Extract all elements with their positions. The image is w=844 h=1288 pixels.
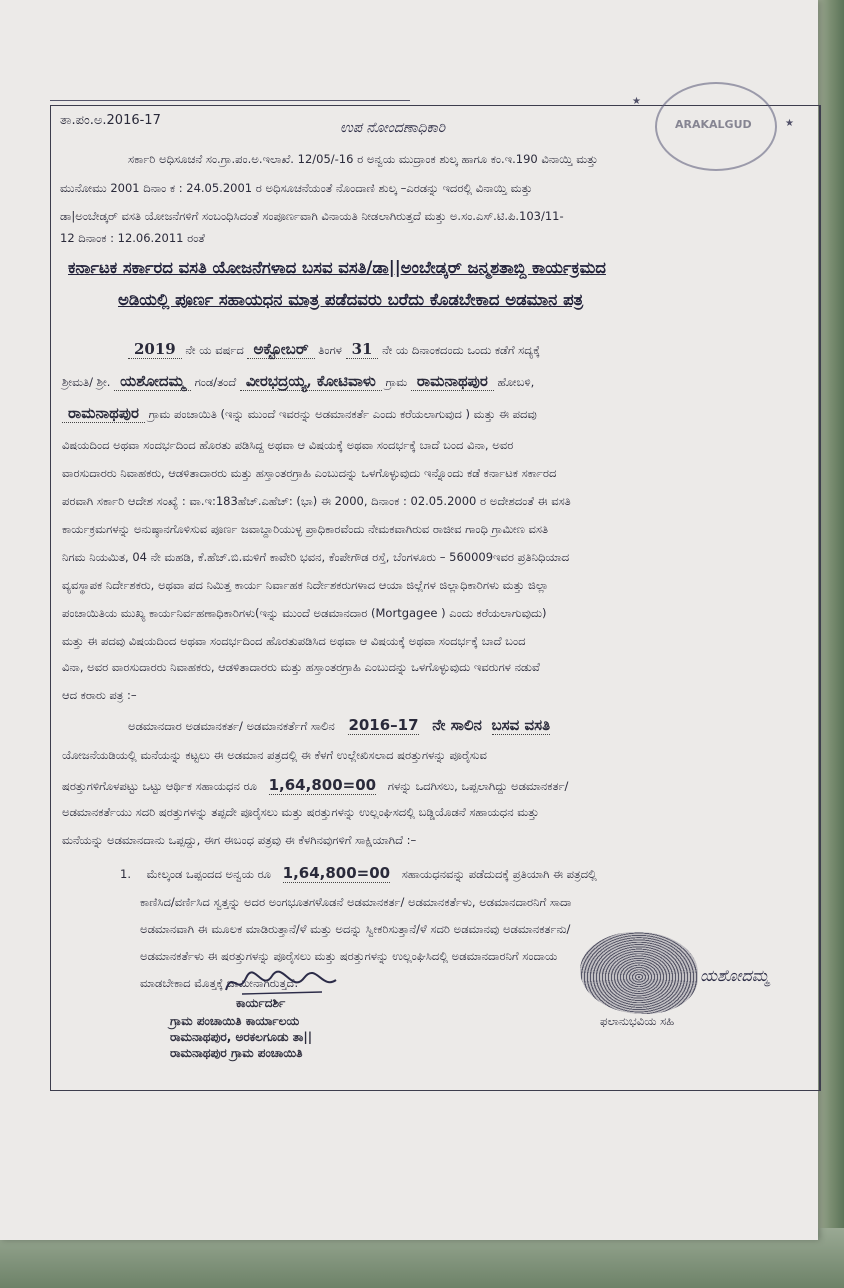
para2-line-4: ಅಡಮಾನಕರ್ತೆಯು ಸದರಿ ಷರತ್ತುಗಳನ್ನು ತಪ್ಪದೇ ಪೂರೈಸಲು ಮತ್ತು ಷರತ್ತುಗಳನ್ನು ಉಲ್ಲಂಘಿಸದಲ್ಲಿ ಬಡ್ಡಿಯೊಡನೆ ಸಹಾಯಧನ ಮತ್ತು [62,805,539,819]
para1-line-10: ಪಂಚಾಯಿತಿಯ ಮುಖ್ಯ ಕಾರ್ಯನಿರ್ವಹಣಾಧಿಕಾರಿಗಳು(ಇನ್ನು ಮುಂದೆ ಅಡಮಾನದಾರ (Mortgagee ) ಎಂದು ಕರೆಯಲಾಗುವುದು) [62,606,547,620]
beneficiary-signature: ಯಶೋದಮ್ಮ [700,966,770,985]
para-text: ಹೋಬಳಿ, [497,375,535,389]
star-icon: ★ [632,96,641,107]
para1-line-1 [128,340,540,358]
office-name-line-3: ರಾಮನಾಥಪುರ ಗ್ರಾಮ ಪಂಚಾಯಿತಿ [170,1046,303,1060]
clause-1-line-2: ಕಾಣಿಸಿದ/ವರ್ಣಿಸಿದ ಸ್ವತ್ತನ್ನು ಅದರ ಅಂಗಭೂತಗಳೊಡನೆ ಅಡಮಾನಕರ್ತ/ ಅಡಮಾನಕರ್ತೆಳು, ಅಡಮಾನದಾರನಿಗೆ ಸಾದಾ [140,895,572,909]
document-heading-line-2: ಅಡಿಯಲ್ಲಿ ಪೂರ್ಣ ಸಹಾಯಧನ ಮಾತ್ರ ಪಡೆದವರು ಬರೆದು ಕೊಡಬೇಕಾದ ಅಡಮಾನ ಪತ್ರ [118,290,584,309]
secretary-title: ಕಾರ್ಯದರ್ಶಿ [236,996,286,1010]
para1-line-13: ಆದ ಕರಾರು ಪತ್ರ :– [62,688,137,702]
para1-line-7: ಕಾರ್ಯಕ್ರಮಗಳನ್ನು ಅನುಷ್ಠಾನಗೊಳಿಸುವ ಪೂರ್ಣ ಜವಾಬ್ದಾರಿಯುಳ್ಳ ಪ್ರಾಧಿಕಾರವೆಂದು ನೇಮಕವಾಗಿರುವ ರಾಜೀವ ಗಾಂಧಿ ಗ್ರಾಮೀಣ ವಸತಿ [62,522,549,536]
para2-line-1 [128,716,550,734]
para-text: ಗ್ರಾಮ [385,375,408,389]
para2-line-3 [62,776,568,794]
para1-line-12: ವಿನಾ, ಅವರ ವಾರಸುದಾರರು ನಿವಾಹಕರು, ಆಡಳಿತಾದಾರರು ಮತ್ತು ಹಸ್ತಾಂತರಗ್ರಾಹಿ ಎಂಬುದನ್ನು ಒಳಗೊಳ್ಳುವುದು ಇವರುಗಳ ನಡುವೆ [62,660,540,674]
amount-field: 1,64,800=00 [268,776,377,794]
mortgagor-name-field: ಯಶೋದಮ್ಮ [114,372,191,391]
para1-line-3 [62,404,537,422]
top-rule [50,100,410,101]
para-text: ತಿಂಗಳ [318,343,342,357]
seal-stamp [655,82,777,171]
clause-1-line-3: ಅಡಮಾನವಾಗಿ ಈ ಮೂಲಕ ಮಾಡಿರುತ್ತಾನೆ/ಳೆ ಮತ್ತು ಅದನ್ನು ಸ್ವೀಕರಿಸುತ್ತಾನೆ/ಳೆ ಸದರಿ ಅಡಮಾನವು ಅಡಮಾನಕರ್ತನು/ [140,922,571,936]
office-name-line-1: ಗ್ರಾಮ ಪಂಚಾಯಿತಿ ಕಾರ್ಯಾಲಯ [170,1014,300,1028]
para-text: ನೇ ಯ ದಿನಾಂಕದಂದು ಒಂದು ಕಡೆಗೆ ಸದ್ಯಕ್ಕೆ [382,343,541,357]
star-icon: ★ [785,118,794,129]
seal-text: ARAKALGUD [675,118,752,131]
para1-line-2 [62,372,534,390]
notification-line-4: 12 ದಿನಾಂಕ : 12.06.2011 ರಂತೆ [60,231,205,245]
para2-line-5: ಮನೆಯನ್ನು ಅಡಮಾನದಾನು ಒಪ್ಪದ್ದು, ಈಗ ಈಬಂಧ ಪತ್ರವು ಈ ಕೆಳಗಿನವುಗಳಿಗೆ ಸಾಕ್ಷಿಯಾಗಿದೆ :– [62,833,417,847]
clause-1-line-4: ಅಡಮಾನಕರ್ತೆಳು ಈ ಷರತ್ತುಗಳನ್ನು ಪೂರೈಸಲು ಮತ್ತು ಷರತ್ತುಗಳನ್ನು ಉಲ್ಲಂಘಿಸಿದಲ್ಲಿ ಅಡಮಾನದಾರನಿಗೆ ಸಂದಾಯ [140,949,558,963]
village-field: ರಾಮನಾಥಪುರ [411,372,494,391]
para-text: ಗಳನ್ನು ಒದಗಿಸಲು, ಒಪ್ಪಲಾಗಿದ್ದು ಅಡಮಾನಕರ್ತ/ [387,779,569,793]
notification-line-1: ಸರ್ಕಾರಿ ಅಧಿಸೂಚನೆ ಸಂ.ಗ್ರಾ.ಪಂ.ಅ.ಇಲಾಖೆ. 12/05/-16 ರ ಅನ್ವಯ ಮುದ್ರಾಂಕ ಶುಲ್ಕ ಹಾಗೂ ಕಂ.ಇ.190 ವಿನಾಯ್ತಿ ಮತ್ತು [128,152,598,166]
para1-line-5: ವಾರಸುದಾರರು ನಿವಾಹಕರು, ಆಡಳಿತಾದಾರರು ಮತ್ತು ಹಸ್ತಾಂತರಗ್ರಾಹಿ ಎಂಬುದನ್ನು ಒಳಗೊಳ್ಳುವುದು ಇನ್ನೊಂದು ಕಡೆ ಕರ್ನಾಟಕ ಸರ್ಕಾರದ [62,466,557,480]
day-field: 31 [346,340,379,359]
reference-number: ತಾ.ಪಂ.ಅ.2016-17 [60,113,161,128]
para1-line-8: ನಿಗಮ ನಿಯಮಿತ, 04 ನೇ ಮಹಡಿ, ಕೆ.ಹೆಚ್.ಬಿ.ಮಳಿಗೆ ಕಾವೇರಿ ಭವನ, ಕೆಂಪೇಗೌಡ ರಸ್ತೆ, ಬೆಂಗಳೂರು – 560009ಇವರ ಪ್ರತಿನಿಧಿಯಾದ [62,550,570,564]
para1-line-4: ವಿಷಯದಿಂದ ಅಥವಾ ಸಂದರ್ಭದಿಂದ ಹೊರತು ಪಡಿಸಿದ್ದ ಅಥವಾ ಆ ವಿಷಯಕ್ಕೆ ಅಥವಾ ಸಂದರ್ಭಕ್ಕೆ ಬಾದೆ ಬಂದ ವಿನಾ, ಅವರ [62,438,514,452]
clause-1-line-1 [120,864,597,882]
para-text: ಮೇಲ್ಕಂಡ ಒಪ್ಪಂದದ ಅನ್ವಯ ರೂ [146,867,271,881]
para-text: ಶ್ರೀಮತಿ/ ಶ್ರೀ. [62,375,111,389]
document-border [50,105,821,1091]
scheme-year-field: 2016–17 [348,716,419,734]
para-text: ಗಂಡ/ತಂದೆ [194,375,237,389]
clause-amount-field: 1,64,800=00 [282,864,391,882]
para-text: ಷರತ್ತುಗಳಿಗೊಳಪಟ್ಟು ಒಟ್ಟು ಆರ್ಥಿಕ ಸಹಾಯಧನ ರೂ [62,779,257,793]
para-text: ಅಡಮಾನದಾರ ಅಡಮಾನಕರ್ತ/ ಅಡಮಾನಕರ್ತೆಗೆ ಸಾಲಿನ [128,719,335,733]
panchayat-field: ರಾಮನಾಥಪುರ [62,404,145,423]
father-husband-field: ವೀರಭದ್ರಯ್ಯ, ಕೋಟಿವಾಳು [240,372,382,391]
para-text: ನೇ ಯ ವರ್ಷದ [185,343,244,357]
para1-line-9: ವ್ಯವಸ್ಥಾಪಕ ನಿರ್ದೇಶಕರು, ಅಥವಾ ಪದ ನಿಮಿತ್ತ ಕಾರ್ಯ ನಿರ್ವಾಹಕ ನಿರ್ದೇಶಕರುಗಳಾದ ಆಯಾ ಜಿಲ್ಲೆಗಳ ಜಿಲ್ಲಾಧಿಕಾರಿಗಳು ಮತ್ತು ಜಿಲ್ಲಾ [62,578,549,592]
clause-number: 1. [120,867,131,881]
clause-1-line-5: ಮಾಡಬೇಕಾದ ಮೊತ್ತಕ್ಕೆ ಜಾಮೀನಾಗಿರುತ್ತದೆ. [140,976,299,990]
month-field: ಅಕ್ಟೋಬರ್ [247,340,314,359]
office-name-line-2: ರಾಮನಾಥಪುರ, ಅರಕಲಗೂಡು ತಾ|| [170,1030,313,1044]
para2-line-2: ಯೋಜನೆಯಡಿಯಲ್ಲಿ ಮನೆಯನ್ನು ಕಟ್ಟಲು ಈ ಅಡಮಾನ ಪತ್ರದಲ್ಲಿ ಈ ಕೆಳಗೆ ಉಲ್ಲೇಖಿಸಲಾದ ಷರತ್ತುಗಳನ್ನು ಪೂರೈಸುವ [62,748,487,762]
document-heading-line-1: ಕರ್ನಾಟಕ ಸರ್ಕಾರದ ವಸತಿ ಯೋಜನೆಗಳಾದ ಬಸವ ವಸತಿ/ಡಾ||ಅಂಬೇಡ್ಕರ್ ಜನ್ಮಶತಾಬ್ದಿ ಕಾರ್ಯಕ್ರಮದ [68,258,606,277]
year-field: 2019 [128,340,182,359]
para1-line-11: ಮತ್ತು ಈ ಪದವು ವಿಷಯದಿಂದ ಅಥವಾ ಸಂದರ್ಭದಿಂದ ಹೊರತುಪಡಿಸಿದ ಅಥವಾ ಆ ವಿಷಯಕ್ಕೆ ಅಥವಾ ಸಂದರ್ಭಕ್ಕೆ ಬಾದೆ ಬಂದ [62,634,526,648]
para-text: ನೇ ಸಾಲಿನ [432,716,482,734]
para-text: ಗ್ರಾಮ ಪಂಚಾಯಿತಿ (ಇನ್ನು ಮುಂದೆ ಇವರನ್ನು ಅಡಮಾನಕರ್ತೆ ಎಂದು ಕರೆಯಲಾಗುವುದ ) ಮತ್ತು ಈ ಪದವು [148,407,537,421]
secretary-signature [222,968,340,998]
beneficiary-signature-caption: ಫಲಾನುಭವಿಯ ಸಹಿ [600,1014,675,1028]
para1-line-6: ಪರವಾಗಿ ಸರ್ಕಾರಿ ಆದೇಶ ಸಂಖ್ಯೆ : ವಾ.ಇ:183ಹೆಚ್.ಎಹೆಚ್: (ಭಾ) ಈ 2000, ದಿನಾಂಕ : 02.05.2000 ರ ಅದೇಶದಂತೆ ಈ ವಸತಿ [62,494,571,508]
sub-registrar-stamp-text: ಉಪ ನೋಂದಣಾಧಿಕಾರಿ [340,120,446,136]
para-text: ಸಹಾಯಧನವನ್ನು ಪಡೆದುದಕ್ಕೆ ಪ್ರತಿಯಾಗಿ ಈ ಪತ್ರದಲ್ಲಿ [401,867,597,881]
scheme-name-field: ಬಸವ ವಸತಿ [491,716,551,734]
notification-line-2: ಮುನೋಮು 2001 ದಿನಾಂ ಕ : 24.05.2001 ರ ಅಧಿಸೂಚನೆಯಂತೆ ನೊಂದಾಣಿ ಶುಲ್ಕ –ಎರಡನ್ನು ಇದರಲ್ಲಿ ವಿನಾಯ್ತಿ ಮತ್ತು [60,181,533,195]
notification-line-3: ಡಾ|ಅಂಬೇಡ್ಕರ್ ವಸತಿ ಯೋಜನೆಗಳಿಗೆ ಸಂಬಂಧಿಸಿದಂತೆ ಸಂಪೂರ್ಣವಾಗಿ ವಿನಾಯತಿ ನೀಡಲಾಗಿರುತ್ತದೆ ಮತ್ತು ಅ.ಸಂ.ಎಸ್.ಟಿ.ಪಿ.103/11- [60,209,564,223]
